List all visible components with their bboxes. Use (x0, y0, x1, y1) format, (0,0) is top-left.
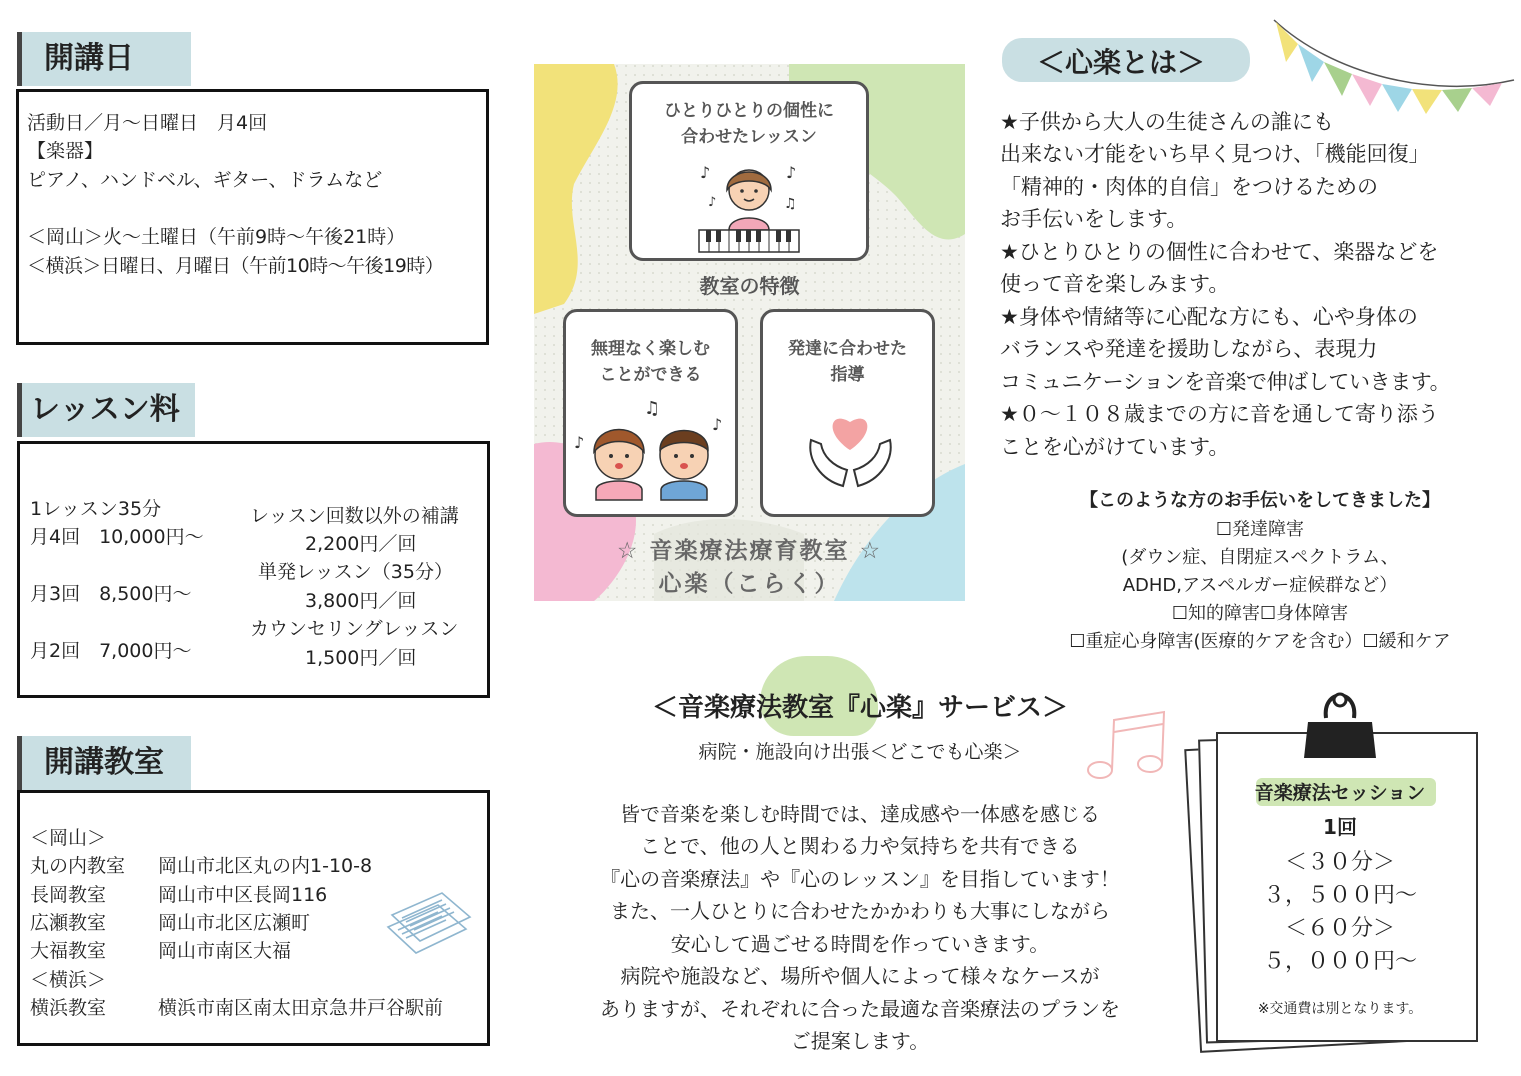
fee-line: 月3回 8,500円～ (30, 583, 192, 605)
service-line: ことで、他の人と関わる力や気持ちを共有できる (640, 834, 1080, 858)
about-line: ★子供から大人の生徒さんの誰にも (1000, 110, 1334, 134)
about-line: コミュニケーションを音楽で伸ばしていきます。 (1000, 370, 1451, 394)
fee-line: カウンセリングレッスン (250, 618, 459, 640)
feature-card-development (760, 309, 935, 517)
session-note: ※交通費は別となります。 (1257, 1001, 1423, 1017)
feature-card-title: ひとりひとりの個性に 合わせたレッスン (664, 101, 834, 147)
feature-card-title: 無理なく楽しむ ことができる (591, 339, 710, 385)
fees-header: レッスン料 (17, 383, 195, 437)
svg-text:♪: ♪ (708, 195, 717, 210)
school-reading: 心楽（こらく） (658, 571, 841, 597)
classroom-address: 横浜市南区南太田京急井戸谷駅前 (158, 997, 444, 1019)
about-line: 出来ない才能をいち早く見つけ、「機能回復」 (1000, 142, 1430, 166)
schedule-line: 【楽器】 (27, 140, 104, 162)
about-line: ★身体や情緒等に心配な方にも、心や身体の (1000, 305, 1418, 329)
session-duration: ＜６０分＞ (1284, 916, 1395, 941)
classroom-address: 岡山市北区丸の内1-10-8 (158, 855, 373, 877)
about-line: ことを心がけています。 (1000, 435, 1230, 459)
svg-text:♫: ♫ (784, 196, 797, 212)
feature-card-enjoy (563, 309, 738, 517)
about-line: お手伝いをします。 (1000, 207, 1188, 231)
about-line: ★０～１０８歳までの方に音を通して寄り添う (1000, 402, 1439, 426)
kids-singing-illustration (574, 400, 729, 505)
service-line: 皆で音楽を楽しむ時間では、達成感や一体感を感じる (620, 802, 1100, 826)
schedule-line: ピアノ、ハンドベル、ギター、ドラムなど (27, 169, 383, 191)
service-line: ありますが、それぞれに合った最適な音楽療法のプランを (600, 997, 1120, 1021)
feature-card-title: 発達に合わせた 指導 (788, 339, 907, 385)
about-line: 使って音を楽しみます。 (1000, 272, 1230, 296)
session-price: ３，５００円～ (1262, 883, 1417, 908)
features-label: 教室の特徴 (699, 274, 800, 298)
about-line: ★ひとりひとりの個性に合わせて、楽器などを (1000, 240, 1439, 264)
help-line: ADHD,アスペルガー症候群など） (1122, 575, 1398, 596)
session-title: 音楽療法セッション (1254, 782, 1426, 804)
poster (534, 64, 965, 601)
service-line: 病院や施設など、場所や個人によって様々なケースが (620, 964, 1100, 988)
help-line: (ダウン症、自閉症スペクトラム、 (1121, 547, 1399, 568)
svg-text:♪: ♪ (574, 433, 585, 452)
fee-line: 1,500円／回 (305, 647, 417, 669)
classroom-name: ＜岡山＞ (30, 827, 107, 849)
fee-line: 月4回 10,000円～ (30, 526, 204, 548)
schedule-line: ＜岡山＞火～土曜日（午前9時～午後21時） (27, 226, 406, 248)
classroom-name: 丸の内教室 (30, 855, 126, 877)
classroom-name: 広瀬教室 (30, 912, 107, 934)
help-line: ☐知的障害☐身体障害 (1171, 603, 1349, 624)
fee-line: 単発レッスン（35分） (258, 561, 453, 583)
service-title: ＜音楽療法教室『心楽』サービス＞ (651, 693, 1068, 723)
schedule-line: ＜横浜＞日曜日、月曜日（午前10時～午後19時） (27, 255, 444, 277)
classrooms-header: 開講教室 (17, 736, 191, 790)
fee-line: 1レッスン35分 (30, 498, 162, 520)
session-count: 1回 (1323, 815, 1357, 839)
binder-clip-icon (1300, 686, 1380, 762)
classroom-name: 長岡教室 (30, 884, 107, 906)
fee-line: 月2回 7,000円～ (30, 640, 192, 662)
service-line: ご提案します。 (790, 1029, 930, 1053)
classroom-name: 大福教室 (30, 940, 107, 962)
session-duration: ＜３０分＞ (1284, 850, 1395, 875)
fee-line: 3,800円／回 (305, 590, 417, 612)
feature-card-individual (629, 81, 869, 261)
schedule-header: 開講日 (17, 32, 191, 86)
session-price: ５，０００円～ (1262, 949, 1417, 974)
fee-line: レッスン回数以外の補講 (250, 505, 459, 527)
svg-text:♫: ♫ (644, 400, 661, 419)
classroom-address: 岡山市北区広瀬町 (158, 912, 311, 934)
schedule-box (16, 89, 489, 345)
help-title: 【このような方のお手伝いをしてきました】 (1080, 490, 1440, 511)
classroom-name: ＜横浜＞ (30, 969, 107, 991)
sheet-music-icon (382, 885, 478, 955)
schedule-line: 活動日／月～日曜日 月4回 (27, 112, 268, 134)
classrooms-box (17, 790, 490, 1046)
service-line: 安心して過ごせる時間を作っていきます。 (670, 932, 1050, 956)
service-line: また、一人ひとりに合わせたかかわりも大事にしながら (610, 899, 1110, 923)
about-line: バランスや発達を援助しながら、表現力 (1000, 337, 1378, 361)
svg-text:♪: ♪ (712, 415, 723, 434)
fee-line: 2,200円／回 (305, 533, 417, 555)
svg-text:♪: ♪ (786, 163, 797, 182)
svg-text:♪: ♪ (700, 163, 711, 182)
classroom-address: 岡山市南区大福 (158, 940, 292, 962)
music-note-icon (1084, 706, 1178, 786)
classroom-name: 横浜教室 (30, 997, 107, 1019)
fees-box (17, 441, 490, 698)
service-subtitle: 病院・施設向け出張＜どこでも心楽＞ (698, 741, 1022, 763)
heart-hands-icon (803, 404, 898, 494)
service-line: 『心の音楽療法』や『心のレッスン』を目指しています！ (600, 867, 1120, 891)
help-line: ☐重症心身障害(医療的ケアを含む）☐緩和ケア (1069, 631, 1451, 652)
about-header: ＜心楽とは＞ (1036, 46, 1205, 79)
help-line: ☐発達障害 (1215, 519, 1305, 540)
school-name: ☆ 音楽療法療育教室 ☆ (616, 538, 883, 564)
about-line: 「精神的・肉体的自信」をつけるための (1000, 175, 1378, 199)
classroom-address: 岡山市中区長岡116 (158, 884, 328, 906)
girl-piano-illustration (694, 156, 804, 256)
